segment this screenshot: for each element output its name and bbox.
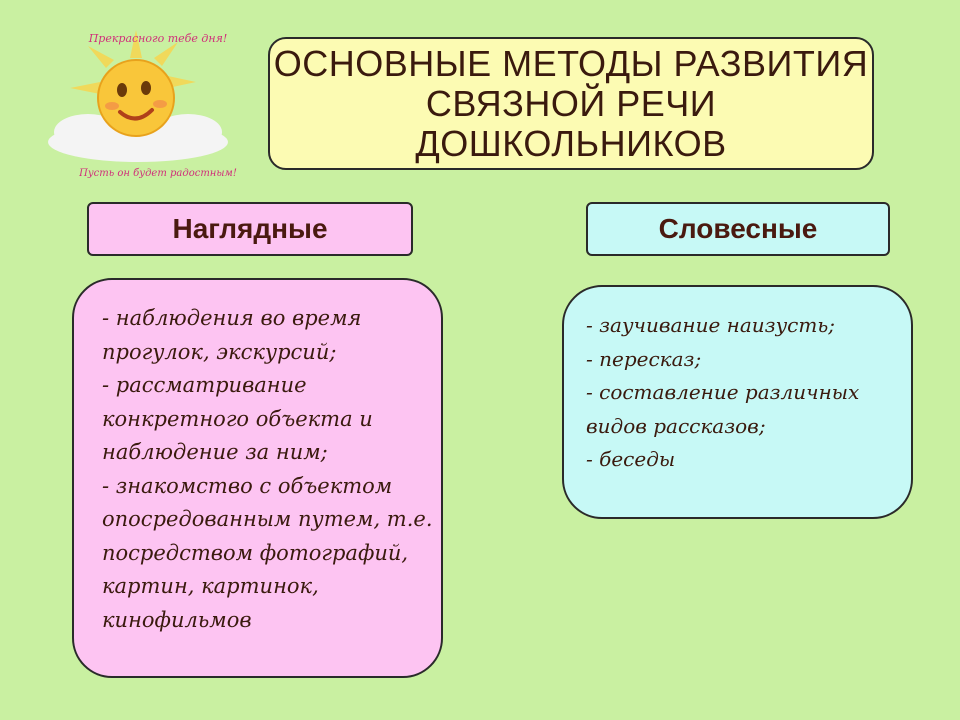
list-item: прогулок, экскурсий;: [102, 339, 337, 364]
verbal-methods-heading: Словесные: [658, 213, 818, 244]
sun-face: [98, 60, 174, 136]
list-item: посредством фотографий,: [102, 540, 409, 565]
verbal-methods-header: [586, 202, 890, 256]
list-item: наблюдение за ним;: [102, 440, 328, 464]
visual-methods-header: [87, 202, 413, 256]
visual-methods-heading: Наглядные: [172, 213, 328, 244]
list-item: опосредованным путем, т.е.: [102, 507, 433, 531]
visual-methods-list: [72, 278, 443, 678]
list-item: - пересказ;: [586, 346, 702, 371]
list-item: - беседы: [586, 447, 676, 471]
list-item: - рассматривание: [102, 373, 307, 397]
list-item: видов рассказов;: [586, 413, 766, 438]
list-item: конкретного объекта и: [102, 406, 373, 431]
verbal-methods-list: [562, 285, 913, 519]
logo-top-text: Прекрасного тебе дня!: [88, 32, 228, 45]
title-line: ОСНОВНЫЕ МЕТОДЫ РАЗВИТИЯ: [273, 42, 869, 84]
title-line: ДОШКОЛЬНИКОВ: [415, 122, 727, 164]
logo-bottom-text: Пусть он будет радостным!: [79, 168, 237, 179]
sun-icon: [28, 20, 243, 180]
list-item: - заучивание наизусть;: [586, 313, 835, 337]
list-item: - составление различных: [586, 380, 860, 404]
list-item: - наблюдения во время: [102, 306, 362, 330]
sun-logo: [28, 20, 243, 180]
title-line: СВЯЗНОЙ РЕЧИ: [425, 82, 717, 124]
list-item: - знакомство с объектом: [102, 473, 393, 498]
list-item: кинофильмов: [102, 607, 252, 632]
title-box: [268, 37, 874, 170]
list-item: картин, картинок,: [102, 574, 319, 598]
